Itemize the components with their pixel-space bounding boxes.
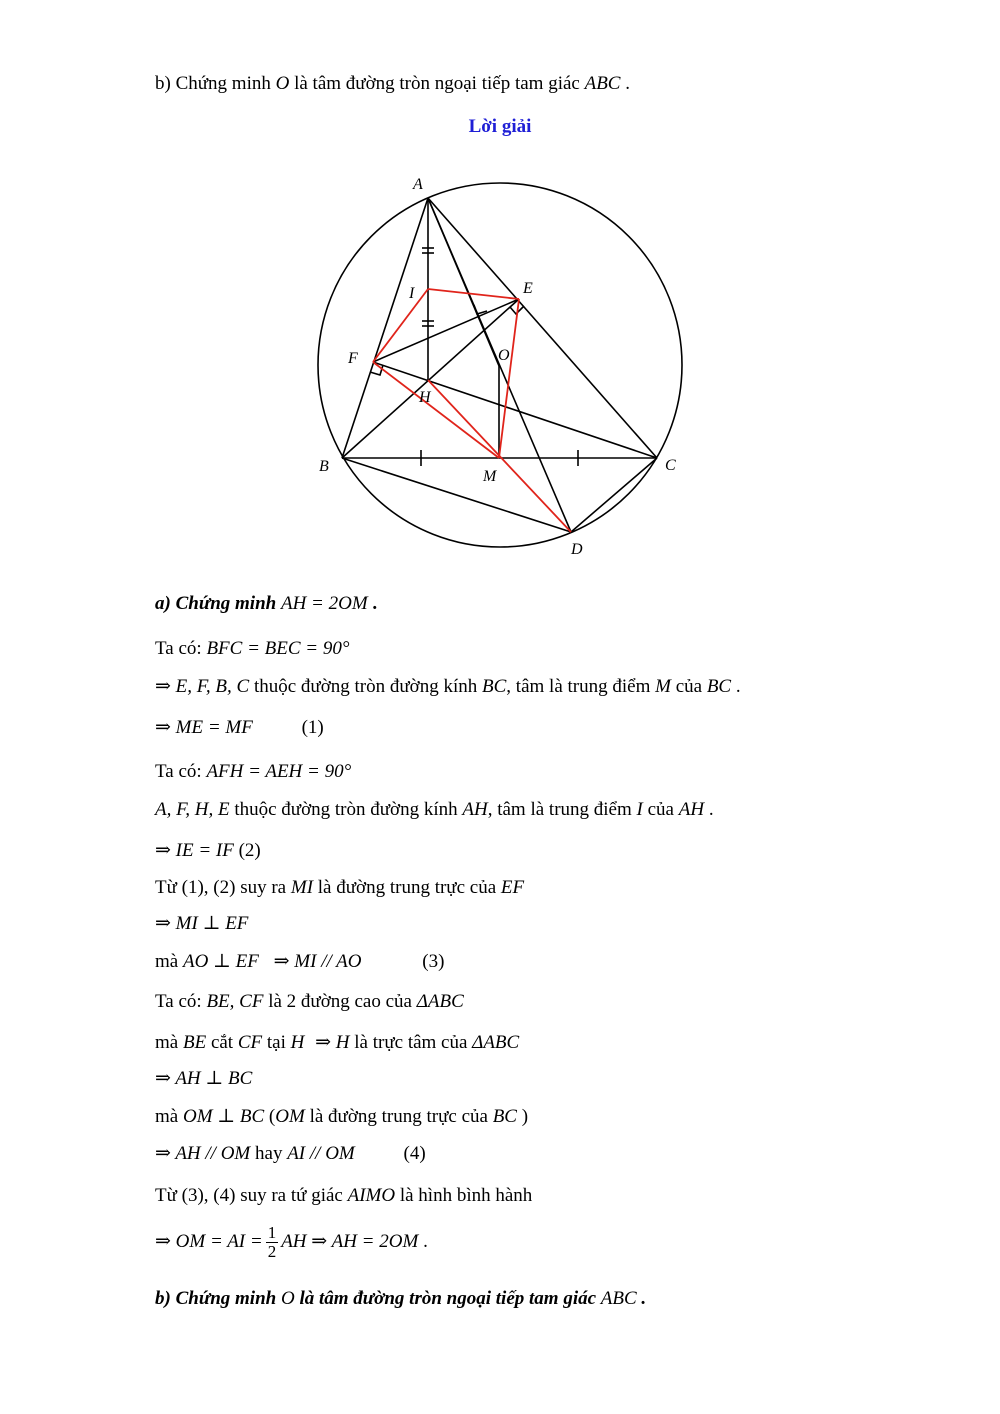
part-a-heading-end: .	[367, 593, 378, 614]
line-15-text-1: Từ (3), (4) suy ra tứ giác	[155, 1185, 348, 1206]
part-b-heading	[155, 1287, 646, 1311]
line-13-math-1: OM ⊥ BC	[182, 1106, 265, 1127]
line-3-math: ⇒ ME = MF	[155, 717, 253, 738]
line-11-math-5: ΔABC	[472, 1032, 520, 1053]
label-c: C	[665, 457, 676, 474]
fraction-denominator: 2	[267, 1242, 277, 1262]
line-9	[155, 950, 444, 974]
line-7-math-2: EF	[500, 877, 525, 898]
line-5-text-4: .	[704, 799, 714, 820]
line-14-text-1: hay	[250, 1143, 288, 1164]
part-b-end: .	[636, 1288, 647, 1309]
line-14-tag: (4)	[403, 1143, 426, 1164]
part-a-heading-text: a) Chứng minh	[155, 593, 281, 614]
intro-end: .	[620, 73, 630, 94]
line-2-text-4: .	[731, 676, 741, 697]
label-d: D	[571, 541, 583, 558]
line-7-text-1: Từ (1), (2) suy ra	[155, 877, 291, 898]
line-10-text-1: Ta có:	[155, 991, 207, 1012]
line-7-text-2: là đường trung trực của	[313, 877, 501, 898]
line-14-math-1: ⇒ AH // OM	[155, 1143, 251, 1164]
line-2-text-2: , tâm là trung điểm	[506, 676, 656, 697]
line-5-math-3: I	[636, 799, 643, 820]
line-15-math-1: AIMO	[347, 1185, 396, 1206]
fraction-numerator: 1	[267, 1223, 277, 1243]
line-13-math-2: OM	[275, 1106, 305, 1127]
line-13-text-2: (	[264, 1106, 276, 1127]
line-9-tag: (3)	[422, 951, 445, 972]
line-5-text-1: thuộc đường tròn đường kính	[229, 799, 463, 820]
label-a: A	[413, 176, 423, 193]
line-11-math-2: CF	[237, 1032, 263, 1053]
segment-ao	[428, 198, 499, 366]
line-7	[155, 876, 524, 900]
part-b-math-1: O	[280, 1288, 295, 1309]
label-e: E	[523, 280, 533, 297]
line-2-math-3: M	[655, 676, 671, 697]
line-13-text-3: là đường trung trực của	[304, 1106, 493, 1127]
line-11-text-3: tại	[262, 1032, 291, 1053]
line-13	[155, 1105, 528, 1129]
intro-point-o: O	[275, 73, 290, 94]
line-14-math-2: AI // OM	[287, 1143, 355, 1164]
line-8-math: ⇒ MI ⊥ EF	[155, 913, 249, 934]
line-11-text-1: mà	[155, 1032, 183, 1053]
intro-middle: là tâm đường tròn ngoại tiếp tam giác	[289, 73, 585, 94]
label-m: M	[483, 468, 497, 485]
line-12-math: ⇒ AH ⊥ BC	[155, 1068, 253, 1089]
line-13-text-4: )	[516, 1106, 529, 1127]
line-6-math: ⇒ IE = IF	[155, 840, 234, 861]
right-angle-ie	[474, 305, 487, 314]
line-16-end: .	[418, 1231, 428, 1252]
line-16-math-1: ⇒ OM = AI =	[155, 1231, 263, 1252]
red-segment-em	[499, 299, 519, 458]
part-b-math-2: ABC	[600, 1288, 637, 1309]
red-segment-if	[373, 289, 428, 362]
line-5	[155, 798, 714, 822]
line-14	[155, 1142, 426, 1166]
line-11-math-1: BE	[182, 1032, 207, 1053]
line-11-math-4: ⇒ H	[315, 1032, 350, 1053]
line-16-math-2: AH ⇒ AH = 2OM	[281, 1231, 419, 1252]
line-3	[155, 716, 324, 740]
line-1-text: Ta có:	[155, 638, 207, 659]
red-segment-fm	[373, 362, 499, 458]
line-1-math: BFC = BEC = 90°	[206, 638, 350, 659]
line-2	[155, 675, 741, 699]
line-6	[155, 839, 261, 863]
line-9-math-1: AO ⊥ EF	[182, 951, 259, 972]
line-15-text-2: là hình bình hành	[395, 1185, 533, 1206]
part-b-text-2: là tâm đường tròn ngoại tiếp tam giác	[294, 1288, 601, 1309]
line-2-text-1: thuộc đường tròn đường kính	[249, 676, 483, 697]
line-9-math-2: ⇒ MI // AO	[273, 951, 362, 972]
line-10-math-2: ΔABC	[416, 991, 464, 1012]
solution-title: Lời giải	[468, 116, 532, 137]
line-7-math-1: MI	[290, 877, 314, 898]
line-2-text-3: của	[670, 676, 707, 697]
line-13-text-1: mà	[155, 1106, 183, 1127]
line-2-math-4: BC	[706, 676, 732, 697]
line-11-math-3: H	[290, 1032, 305, 1053]
line-2-math-1: ⇒ E, F, B, C	[155, 676, 250, 697]
line-6-tag: (2)	[238, 840, 261, 861]
line-11-text-2: cắt	[206, 1032, 238, 1053]
line-15	[155, 1184, 532, 1208]
line-10	[155, 990, 464, 1014]
label-f: F	[348, 350, 358, 367]
line-5-text-2: , tâm là trung điểm	[487, 799, 637, 820]
line-4-math: AFH = AEH = 90°	[206, 761, 352, 782]
line-9-text: mà	[155, 951, 183, 972]
line-10-math-1: BE, CF	[206, 991, 264, 1012]
part-b-text-1: b) Chứng minh	[155, 1288, 281, 1309]
label-o: O	[498, 347, 510, 364]
line-4	[155, 760, 351, 784]
part-a-heading	[155, 592, 377, 616]
line-5-text-3: của	[642, 799, 679, 820]
line-12	[155, 1067, 252, 1091]
line-4-text: Ta có:	[155, 761, 207, 782]
intro-triangle: ABC	[584, 73, 621, 94]
red-segment-ie	[428, 289, 519, 299]
line-5-math-1: A, F, H, E	[155, 799, 230, 820]
line-11	[155, 1031, 519, 1055]
label-i: I	[409, 285, 415, 302]
line-1	[155, 637, 349, 661]
line-2-math-2: BC	[482, 676, 507, 697]
line-10-text-2: là 2 đường cao của	[263, 991, 417, 1012]
fraction-one-half	[266, 1224, 279, 1261]
intro-prefix: b) Chứng minh	[155, 73, 276, 94]
line-5-math-2: AH	[462, 799, 488, 820]
line-8	[155, 912, 248, 936]
label-b: B	[319, 458, 329, 475]
segment-cd	[571, 458, 657, 532]
line-13-math-3: BC	[492, 1106, 517, 1127]
line-3-tag: (1)	[301, 717, 324, 738]
part-a-heading-math: AH = 2OM	[280, 593, 368, 614]
line-11-text-4: là trực tâm của	[349, 1032, 473, 1053]
line-5-math-4: AH	[678, 799, 705, 820]
line-16	[155, 1222, 428, 1262]
label-h: H	[419, 389, 431, 406]
